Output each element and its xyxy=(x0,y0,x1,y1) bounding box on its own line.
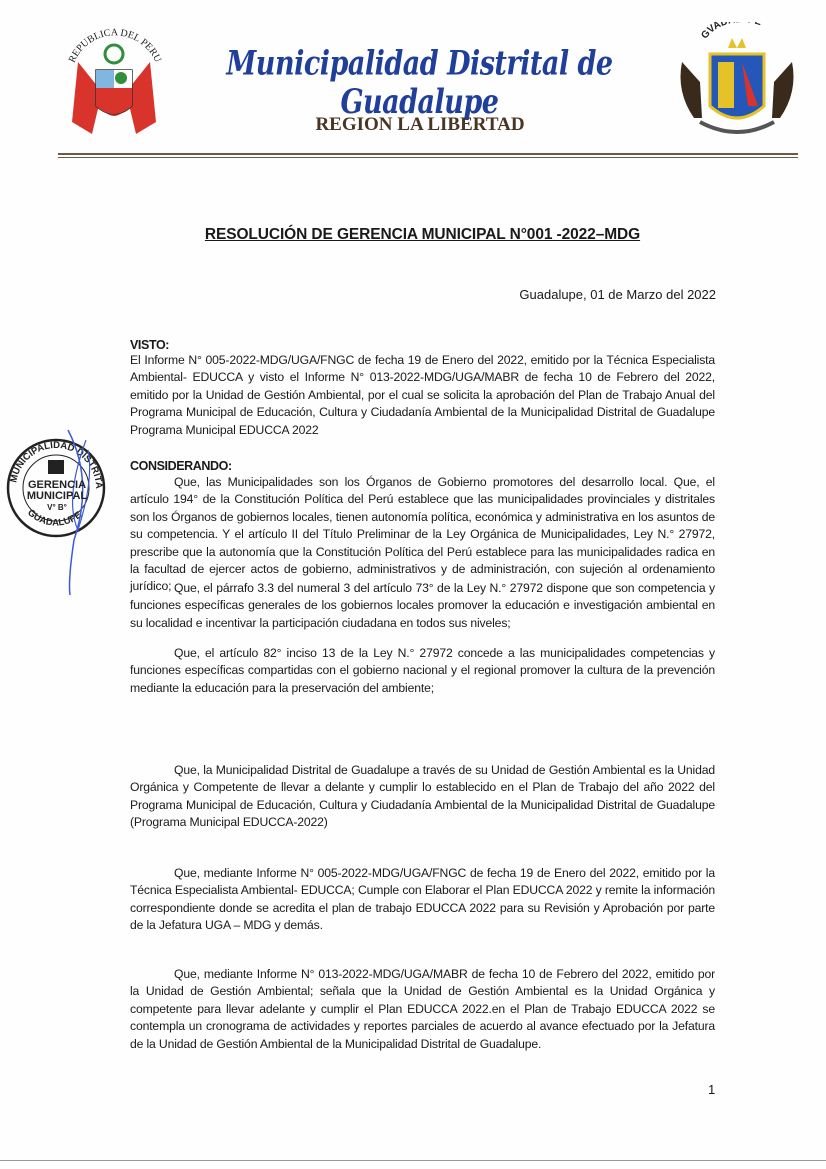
stamp-line-vobo: V° B° xyxy=(47,503,67,512)
svg-text:MUNICIPALIDAD DISTRITAL: MUNICIPALIDAD DISTRITA xyxy=(8,439,105,490)
considerando-paragraph: Que, mediante Informe N° 013-2022-MDG/UGA/MABR de fecha 10 de Febrero del 2022, emitido por la Unidad de Gestión Ambiental; señala que la Unidad de Gestión Ambiental es la Unidad Orgánica y competente para llevar adelante y cumplir el Plan EDUCCA 2022.en el Plan de Trabajo EDUCCA 2022 se contempla un cronograma de actividades y reportes parciales de acuerdo al avance efectuado por la Jefatura de la Unidad de Gestión Ambiental de la Municipalidad Distrital de Guadalupe. xyxy=(130,967,715,1051)
stamp-line-municipal: MUNICIPAL xyxy=(26,490,88,502)
considerando-paragraph: Que, el párrafo 3.3 del numeral 3 del artículo 73° de la Ley N.° 27972 dispone que son competencia y funciones específicas generales de los gobiernos locales promover la educación e investigación ambiental en su localidad e incentivar la participación ciudadana en todos sus niveles; xyxy=(130,581,715,630)
region-name: REGION LA LIBERTAD xyxy=(315,114,525,135)
page-number: 1 xyxy=(708,1082,716,1097)
svg-text:GUADALUPE: GUADALUPE xyxy=(25,507,84,529)
header-divider xyxy=(58,153,798,155)
institution-name: Municipalidad Distrital de Guadalupe xyxy=(226,44,613,122)
stamp-line-gerencia: GERENCIA xyxy=(27,479,87,491)
peru-coat-of-arms-logo xyxy=(58,22,170,142)
considerando-paragraph: Que, mediante Informe N° 005-2022-MDG/UGA/FNGC de fecha 19 de Enero del 2022, emitido por la Técnica Especialista Ambiental- EDUCCA; Cumple con Elaborar el Plan EDUCCA 2022 y remite la información correspondiente donde se acredita el plan de trabajo EDUCCA 2022 para su Revisión y Aprobación por parte de la Jefatura UGA – MDG y demás. xyxy=(130,866,715,933)
resolution-title: RESOLUCIÓN DE GERENCIA MUNICIPAL N°001 -2022–MDG xyxy=(204,226,641,243)
guadalupe-coat-of-arms-logo xyxy=(672,22,802,142)
considerando-paragraph: Que, el artículo 82° inciso 13 de la Ley N.° 27972 concede a las municipalidades competencias y funciones específicas compartidas con el gobierno nacional y el regional promover la cultura de la prevención mediante la educación para la preservación del ambiente; xyxy=(130,646,715,695)
place-date: Guadalupe, 01 de Marzo del 2022 xyxy=(519,287,716,302)
visto-paragraph: El Informe N° 005-2022-MDG/UGA/FNGC de fecha 19 de Enero del 2022, emitido por la Técnica Especialista Ambiental- EDUCCA y visto el Informe N° 013-2022-MDG/UGA/MABR de fecha 10 de Febrero del 2022, emitido por la Unidad de Gestión Ambiental, por el cual se solicita la aprobación del Plan de Trabajo Anual del Programa Municipal de Educación, Cultura y Ciudadanía Ambiental de la Municipalidad Distrital de Guadalupe Programa Municipal EDUCCA 2022 xyxy=(130,353,715,437)
considerando-paragraph: Que, la Municipalidad Distrital de Guadalupe a través de su Unidad de Gestión Ambiental es la Unidad Orgánica y Competente de llevar a delante y cumplir lo establecido en el Plan de Trabajo del año 2022 del Programa Municipal de Educación, Cultura y Ciudadanía Ambiental de la Municipalidad Distrital de Guadalupe (Programa Municipal EDUCCA-2022) xyxy=(130,763,715,830)
considerando-paragraph: Que, las Municipalidades son los Órganos de Gobierno promotores del desarrollo local. Que, el artículo 194° de la Constitución Política del Perú establece que las municipalidades provinciales y distritales son los Órganos de gobiernos locales, tienen autonomía política, económica y administrativa en los asuntos de su competencia. Y el artículo II del Título Preliminar de la Ley Orgánica de Municipalidades, Ley N.° 27972, prescribe que la autonomía que la Constitución Política del Perú establece para las municipalidades radica en la facultad de ejercer actos de gobierno, administrativos y de administración, con sujeción al ordenamiento jurídico; xyxy=(130,475,715,594)
scan-edge-line xyxy=(0,1160,826,1161)
svg-text:REPUBLICA DEL PERU: REPUBLICA DEL PERU xyxy=(66,27,164,65)
considerando-heading: CONSIDERANDO: xyxy=(130,459,232,473)
svg-text:GVADALVPE: GVAD xyxy=(699,22,730,42)
visto-heading: VISTO: xyxy=(130,338,170,352)
header-divider-thin xyxy=(58,157,798,158)
gerencia-municipal-stamp xyxy=(4,420,114,600)
